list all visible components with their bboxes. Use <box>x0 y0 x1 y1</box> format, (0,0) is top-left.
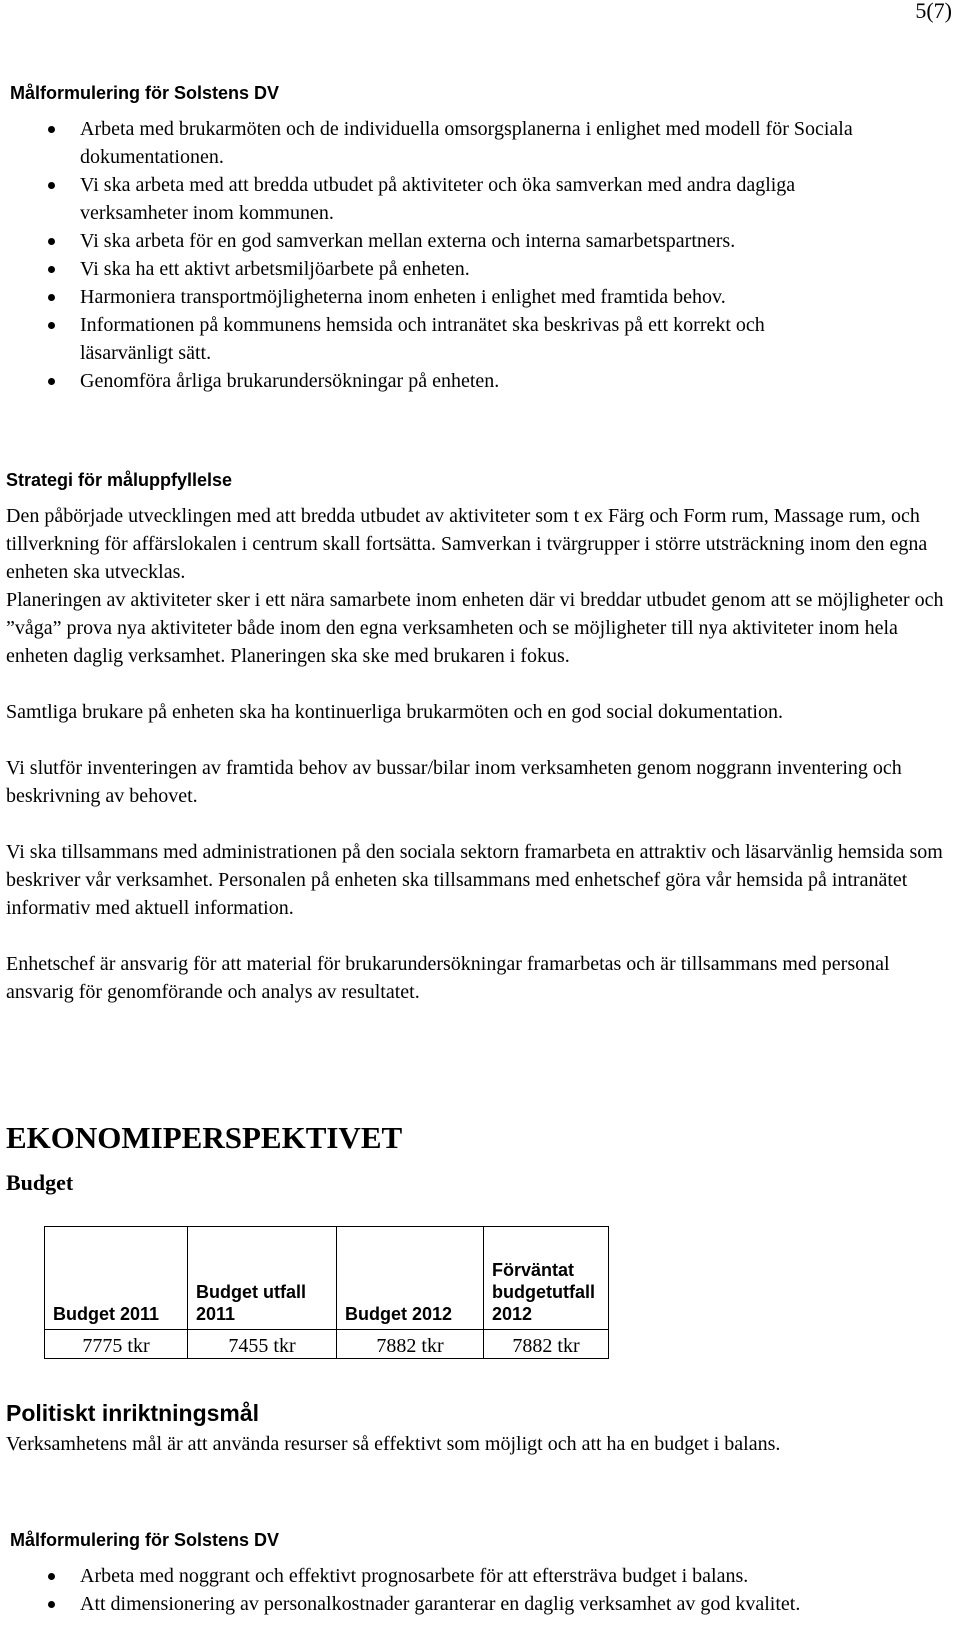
table-cell: 7882 tkr <box>337 1330 484 1359</box>
list-item: Informationen på kommunens hemsida och intranätet ska beskrivas på ett korrekt och läsarvänligt sätt. <box>8 311 858 367</box>
budget-table <box>44 1226 609 1359</box>
list-item: Att dimensionering av personalkostnader garanterar en daglig verksamhet av god kvalitet. <box>8 1590 928 1618</box>
budget-subtitle: Budget <box>6 1170 74 1195</box>
page-number: 5(7) <box>915 0 952 23</box>
table-row <box>45 1330 609 1359</box>
bullet-icon <box>48 182 55 189</box>
bullet-icon <box>48 126 55 133</box>
table-header-cell: Förväntat budgetutfall 2012 <box>484 1227 609 1330</box>
strategy-paragraph: Enhetschef är ansvarig för att material för brukarundersökningar framarbetas och är tillsammans med personal ansvarig för genomförande och analys av resultatet. <box>6 953 890 1003</box>
bullet-icon <box>48 378 55 385</box>
table-cell: 7775 tkr <box>45 1330 188 1359</box>
table-header-row <box>45 1227 609 1330</box>
bullet-icon <box>48 238 55 245</box>
list-item: Vi ska arbeta för en god samverkan mellan externa och interna samarbetspartners. <box>8 227 858 255</box>
goal-heading: Målformulering för Solstens DV <box>10 83 280 103</box>
strategy-heading: Strategi för måluppfyllelse <box>6 470 233 490</box>
goal-heading-2: Målformulering för Solstens DV <box>10 1530 280 1550</box>
strategy-body <box>6 502 946 1006</box>
strategy-paragraph: Vi slutför inventeringen av framtida behov av bussar/bilar inom verksamheten genom noggrann inventering och beskrivning av behovet. <box>6 757 902 807</box>
bullet-icon <box>48 322 55 329</box>
strategy-paragraph: Den påbörjade utvecklingen med att bredda utbudet av aktiviteter som t ex Färg och Form rum, Massage rum, och tillverkning för affärslokalen i centrum skall fortsätta. Samverkan i tvärgrupper i större utsträckning inom den egna enheten ska utvecklas. <box>6 505 928 583</box>
table-cell: 7455 tkr <box>188 1330 337 1359</box>
list-item: Harmoniera transportmöjligheterna inom enheten i enlighet med framtida behov. <box>8 283 858 311</box>
bullet-icon <box>48 1601 55 1608</box>
list-item: Genomföra årliga brukarundersökningar på enheten. <box>8 367 858 395</box>
list-item: Arbeta med noggrant och effektivt prognosarbete för att eftersträva budget i balans. <box>8 1562 928 1590</box>
table-cell: 7882 tkr <box>484 1330 609 1359</box>
strategy-paragraph: Planeringen av aktiviteter sker i ett nära samarbete inom enheten där vi breddar utbudet genom att se möjligheter och ”våga” prova nya aktiviteter både inom den egna verksamheten och se möjligheter till nya aktiviteter inom hela enheten daglig verksamhet. Planeringen ska ske med brukaren i fokus. <box>6 589 944 667</box>
table-header-cell: Budget utfall 2011 <box>188 1227 337 1330</box>
bullet-icon <box>48 1573 55 1580</box>
list-item: Vi ska ha ett aktivt arbetsmiljöarbete på enheten. <box>8 255 858 283</box>
political-text: Verksamhetens mål är att använda resurser så effektivt som möjligt och att ha en budget i balans. <box>6 1433 781 1455</box>
goal-list-2 <box>8 1562 928 1618</box>
strategy-paragraph: Samtliga brukare på enheten ska ha kontinuerliga brukarmöten och en god social dokumentation. <box>6 701 783 723</box>
bullet-icon <box>48 294 55 301</box>
list-item: Vi ska arbeta med att bredda utbudet på aktiviteter och öka samverkan med andra dagliga verksamheter inom kommunen. <box>8 171 858 227</box>
political-heading: Politiskt inriktningsmål <box>6 1400 260 1426</box>
strategy-paragraph: Vi ska tillsammans med administrationen på den sociala sektorn framarbeta en attraktiv och läsarvänlig hemsida som beskriver vår verksamhet. Personalen på enheten ska tillsammans med enhetschef göra vår hemsida på intranätet informativ med aktuell information. <box>6 841 943 919</box>
bullet-icon <box>48 266 55 273</box>
section-title: EKONOMIPERSPEKTIVET <box>6 1120 403 1155</box>
goal-list <box>8 115 858 395</box>
list-item: Arbeta med brukarmöten och de individuella omsorgsplanerna i enlighet med modell för Sociala dokumentationen. <box>8 115 858 171</box>
table-header-cell: Budget 2011 <box>45 1227 188 1330</box>
table-header-cell: Budget 2012 <box>337 1227 484 1330</box>
